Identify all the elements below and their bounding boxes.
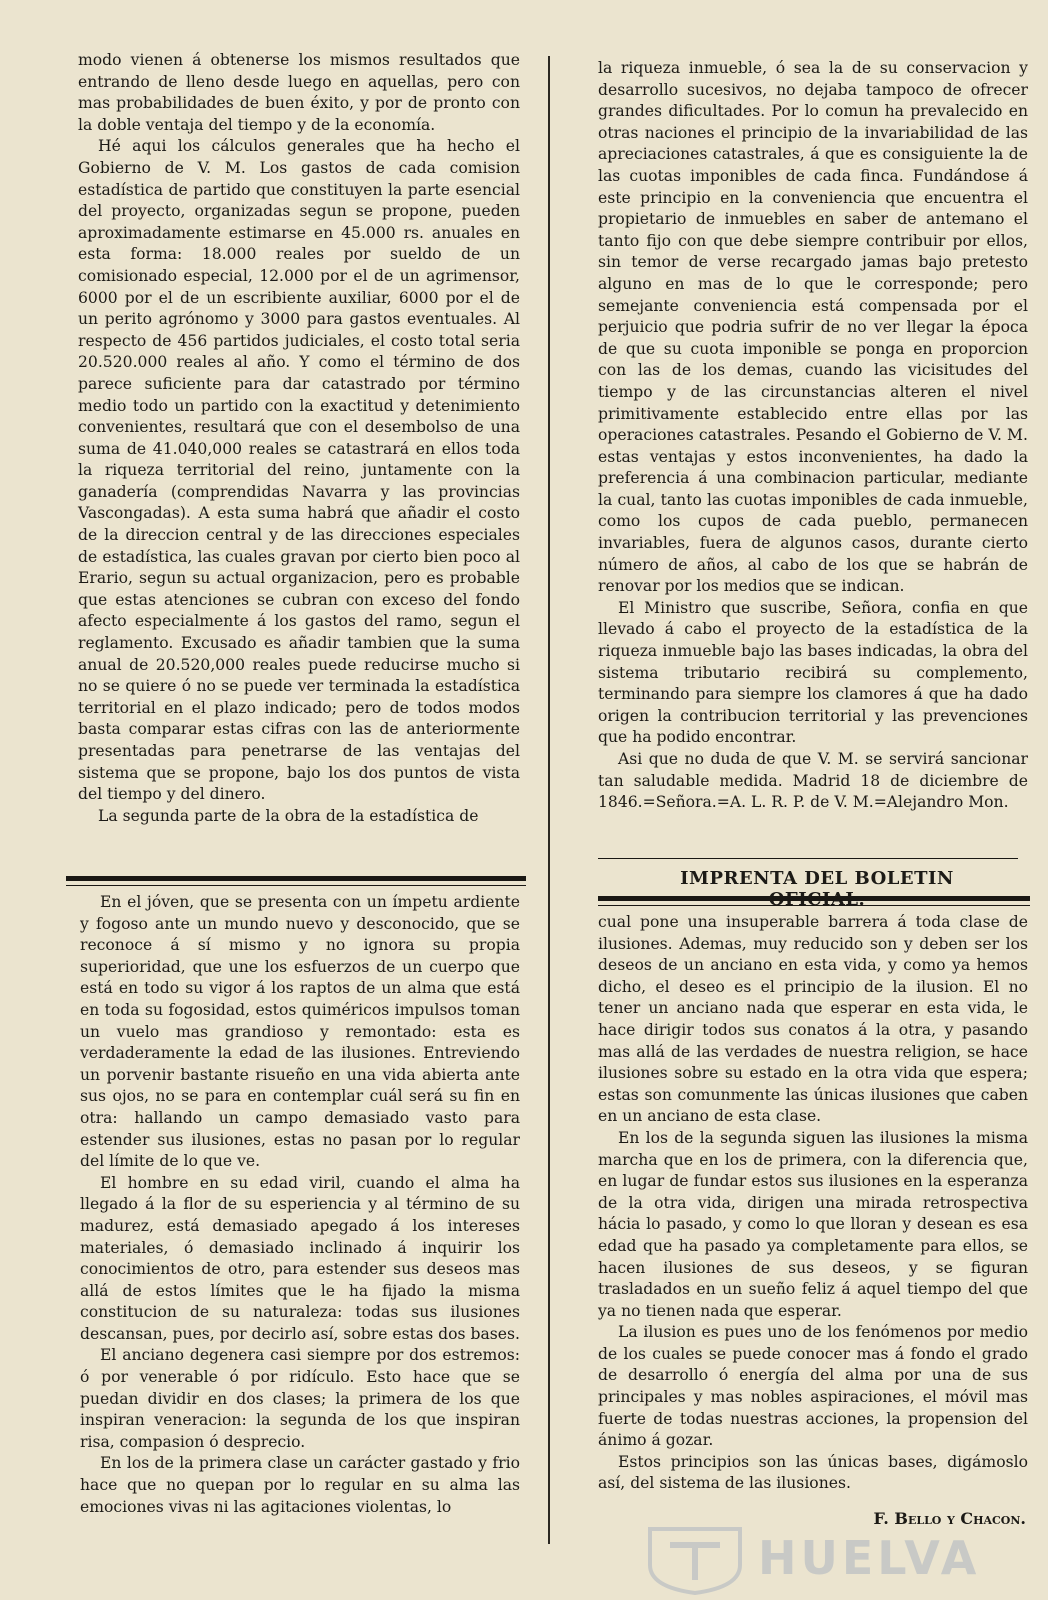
- left-section-rule-thin: [66, 885, 526, 886]
- paragraph: La segunda parte de la obra de la estadística de: [98, 806, 479, 825]
- paragraph: El hombre en su edad viril, cuando el alma ha llegado á la flor de su esperiencia y al término de su madurez, está demasiado apegado á los intereses materiales, ó demasiado inclinado á inquirir los conocimientos de otro, para estender sus deseos mas allá de estos límites que le ha fijado la misma constitucion de su naturaleza: todas sus ilusiones descansan, pues, por decirlo así, sobre estas dos bases.: [80, 1173, 520, 1343]
- paragraph: Asi que no duda de que V. M. se servirá sancionar tan saludable medida. Madrid 18 de diciembre de 1846.=Señora.=A. L. R. P. de V. M.=Alejandro Mon.: [598, 750, 1028, 812]
- imprenta-heading: IMPRENTA DEL BOLETIN: [680, 868, 954, 889]
- paragraph: modo vienen á obtenerse los mismos resultados que entrando de lleno desde luego en aquellas, pero con mas probabilidades de buen éxito, y por de pronto con la doble ventaja del tiempo y de la economía.: [78, 51, 520, 134]
- paragraph: Estos principios son las únicas bases, digámoslo así, del sistema de las ilusiones.: [598, 1452, 1028, 1493]
- paragraph: En el jóven, que se presenta con un ímpetu ardiente y fogoso ante un mundo nuevo y desconocido, que se reconoce á sí mismo y no ignora su propia superioridad, que une los esfuerzos de un cuerpo que está en todo su vigor á los raptos de un alma que está en toda su fogosidad, estos quiméricos impulsos toman un vuelo mas grandioso y remontado: esta es verdaderamente la edad de las ilusiones. Entreviendo un porvenir bastante risueño en una vida abierta ante sus ojos, no se para en contemplar cuál será su fin en otra: hallando un campo demasiado vasto para estender sus ilusiones, estas no pasan por lo regular del límite de lo que ve.: [80, 893, 520, 1171]
- paragraph: La ilusion es pues uno de los fenómenos por medio de los cuales se puede conocer mas á fondo el grado de desarrollo ó energía del alma por una de sus principales y mas nobles aspiraciones, el móvil mas fuerte de todas nuestras acciones, la propension del ánimo á gozar.: [598, 1323, 1028, 1450]
- left-column-bottom: [80, 892, 520, 1518]
- watermark-text: HUELVA: [758, 1531, 981, 1585]
- heading-rule-bottom: [598, 896, 1030, 901]
- right-column-bottom: [598, 912, 1028, 1495]
- author-signature: F. Bello y Chacon.: [873, 1509, 1026, 1528]
- heading-rule-top: [598, 858, 1018, 859]
- paragraph: Hé aqui los cálculos generales que ha hecho el Gobierno de V. M. Los gastos de cada comision estadística de partido que constituyen la parte esencial del proyecto, organizadas segun se propone, pueden aproximadamente estimarse en 45.000 rs. anuales en esta forma: 18.000 reales por sueldo de un comisionado especial, 12.000 por el de un agrimensor, 6000 por el de un escribiente auxiliar, 6000 por el de un perito agrónomo y 3000 para gastos eventuales. Al respecto de 456 partidos judiciales, el costo total seria 20.520.000 reales al año. Y como el término de dos parece suficiente para dar catastrado por término medio todo un partido con la exactitud y detenimiento convenientes, resultará que con el desembolso de una suma de 41.040,000 reales se catastrará en ellos toda la riqueza territorial del reino, juntamente con la ganadería (comprendidas Navarra y las provincias Vascongadas). A esta suma habrá que añadir el costo de la direccion central y de las direcciones especiales de estadística, las cuales gravan por cierto bien poco al Erario, segun su actual organizacion, pero es probable que estas atenciones se cubran con exceso del fondo afecto especialmente á los gastos del ramo, segun el reglamento. Excusado es añadir tambien que la suma anual de 20.520,000 reales puede reducirse mucho si no se quiere ó no se puede ver terminada la estadística territorial en el plazo indicado; pero de todos modos basta comparar estas cifras con las de anteriormente presentadas para penetrarse de las ventajas del sistema que se propone, bajo los dos puntos de vista del tiempo y del dinero.: [78, 137, 520, 804]
- watermark-shield-icon: [640, 1525, 750, 1595]
- left-section-rule: [66, 876, 526, 881]
- paragraph: cual pone una insuperable barrera á toda clase de ilusiones. Ademas, muy reducido son y deben ser los deseos de un anciano en esta vida, y como ya hemos dicho, el deseo es el principio de la ilusion. El no tener un anciano nada que esperar en esta vida, le hace dirigir todos sus conatos á la otra, y pasando mas allá de las verdades de nuestra religion, se hace ilusiones sobre su estado en la otra vida que espera; estas son comunmente las únicas ilusiones que caben en un anciano de esta clase.: [598, 913, 1028, 1126]
- right-column-top: [598, 58, 1028, 814]
- paragraph: El Ministro que suscribe, Señora, confia en que llevado á cabo el proyecto de la estadística de la riqueza inmueble bajo las bases indicadas, la obra del sistema tributario recibirá su complemento, terminando para siempre los clamores á que ha dado origen la contribucion territorial y las prevenciones que ha podido encontrar.: [598, 598, 1028, 747]
- archive-watermark: [640, 1525, 981, 1595]
- paragraph: la riqueza inmueble, ó sea la de su conservacion y desarrollo sucesivos, no dejaba tampoco de ofrecer grandes dificultades. Por lo comun ha prevalecido en otras naciones el principio de la invariabilidad de las apreciaciones catastrales, á que es consiguiente la de las cuotas imponibles de cada finca. Fundándose á este principio en la conveniencia que encuentra el propietario de inmuebles en saber de antemano el tanto fijo con que debe siempre contribuir por ellos, sin temor de verse recargado jamas bajo pretesto alguno en mas de lo que le corresponde; pero semejante conveniencia está compensada por el perjuicio que podria sufrir de no ver llegar la época de que su cuota imponible se ponga en proporcion con las de los demas, cuando las vicisitudes del tiempo y de las circunstancias alteren el nivel primitivamente establecido entre ellas por las operaciones catastrales. Pesando el Gobierno de V. M. estas ventajas y estos inconvenientes, ha dado la preferencia á una combinacion particular, mediante la cual, tanto las cuotas imponibles de cada inmueble, como los cupos de cada pueblo, permanecen invariables, fuera de algunos casos, durante cierto número de años, al cabo de los que se habrán de renovar por los medios que se indican.: [598, 59, 1028, 596]
- paragraph: El anciano degenera casi siempre por dos estremos: ó por venerable ó por ridículo. Esto hace que se puedan dividir en dos clases; la primera de los que inspiran veneracion: la segunda de los que inspiran risa, compasion ó desprecio.: [80, 1346, 520, 1451]
- left-column-top: [78, 50, 520, 827]
- paragraph: En los de la segunda siguen las ilusiones la misma marcha que en los de primera, con la diferencia que, en lugar de fundar estos sus ilusiones en la esperanza de la otra vida, dirigen una mirada retrospectiva hácia lo pasado, y como lo que lloran y desean es esa edad que ha pasado ya completamente para ellos, se hacen ilusiones de sus deseos, y se figuran trasladados en un sueño feliz á aquel tiempo del que ya no tienen nada que esperar.: [598, 1128, 1028, 1320]
- heading-rule-bottom-thin: [598, 905, 1030, 906]
- paragraph: En los de la primera clase un carácter gastado y frio hace que no quepan por lo regular en su alma las emociones vivas ni las agitaciones violentas, lo: [80, 1454, 520, 1516]
- column-separator: [548, 56, 550, 1544]
